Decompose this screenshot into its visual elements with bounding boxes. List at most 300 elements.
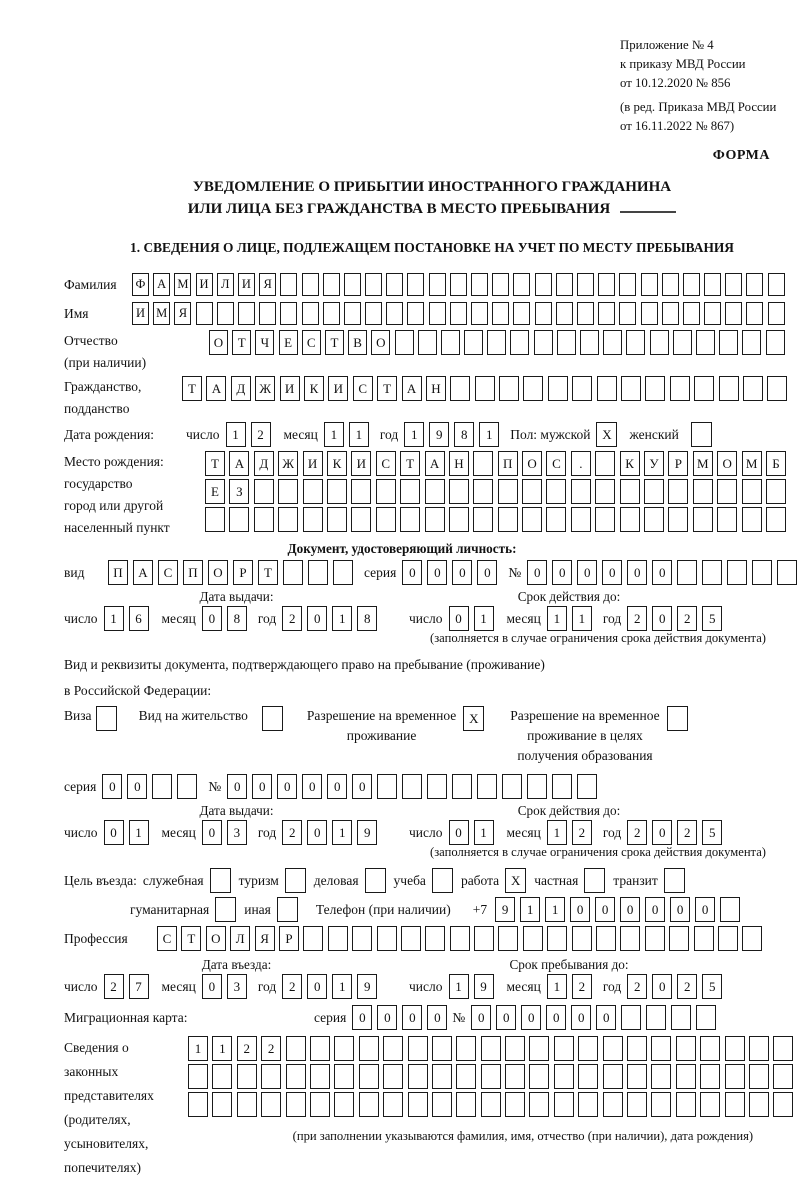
char-cell[interactable]: Т bbox=[205, 451, 225, 476]
char-cell[interactable] bbox=[627, 1092, 647, 1117]
char-cell[interactable] bbox=[603, 1036, 623, 1061]
char-cell[interactable] bbox=[552, 774, 572, 799]
char-cell[interactable] bbox=[522, 507, 542, 532]
char-cell[interactable] bbox=[359, 1064, 379, 1089]
char-cell[interactable]: 1 bbox=[129, 820, 149, 845]
char-cell[interactable]: Ж bbox=[278, 451, 298, 476]
char-cell[interactable] bbox=[718, 926, 738, 951]
char-cell[interactable]: А bbox=[425, 451, 445, 476]
char-cell[interactable] bbox=[188, 1064, 208, 1089]
char-cell[interactable] bbox=[535, 273, 552, 296]
char-cell[interactable] bbox=[499, 376, 519, 401]
char-cell[interactable]: 1 bbox=[332, 820, 352, 845]
char-cell[interactable] bbox=[651, 1092, 671, 1117]
char-cell[interactable]: З bbox=[229, 479, 249, 504]
char-cell[interactable] bbox=[327, 507, 347, 532]
char-cell[interactable] bbox=[261, 1064, 281, 1089]
char-cell[interactable]: 0 bbox=[627, 560, 647, 585]
char-cell[interactable] bbox=[749, 1092, 769, 1117]
residence-permit-checkbox[interactable] bbox=[262, 706, 283, 731]
char-cell[interactable]: С bbox=[158, 560, 178, 585]
char-cell[interactable]: 0 bbox=[571, 1005, 591, 1030]
char-cell[interactable]: 2 bbox=[251, 422, 271, 447]
char-cell[interactable]: 2 bbox=[572, 974, 592, 999]
char-cell[interactable]: 1 bbox=[520, 897, 540, 922]
char-cell[interactable] bbox=[670, 376, 690, 401]
char-cell[interactable]: П bbox=[498, 451, 518, 476]
char-cell[interactable] bbox=[704, 302, 721, 325]
char-cell[interactable] bbox=[456, 1092, 476, 1117]
char-cell[interactable]: 2 bbox=[237, 1036, 257, 1061]
char-cell[interactable]: 0 bbox=[352, 774, 372, 799]
char-cell[interactable]: 1 bbox=[212, 1036, 232, 1061]
char-cell[interactable] bbox=[449, 507, 469, 532]
char-cell[interactable] bbox=[572, 376, 592, 401]
char-cell[interactable] bbox=[323, 273, 340, 296]
char-cell[interactable] bbox=[481, 1092, 501, 1117]
char-cell[interactable]: 0 bbox=[670, 897, 690, 922]
char-cell[interactable] bbox=[766, 507, 786, 532]
char-cell[interactable] bbox=[535, 302, 552, 325]
char-cell[interactable]: 1 bbox=[332, 606, 352, 631]
char-cell[interactable]: 1 bbox=[349, 422, 369, 447]
char-cell[interactable] bbox=[527, 774, 547, 799]
char-cell[interactable] bbox=[456, 1064, 476, 1089]
char-cell[interactable] bbox=[152, 774, 172, 799]
char-cell[interactable]: 0 bbox=[595, 897, 615, 922]
char-cell[interactable] bbox=[725, 273, 742, 296]
purpose-transit-checkbox[interactable] bbox=[664, 868, 685, 893]
char-cell[interactable] bbox=[546, 479, 566, 504]
char-cell[interactable] bbox=[402, 774, 422, 799]
char-cell[interactable]: П bbox=[108, 560, 128, 585]
char-cell[interactable]: Ф bbox=[132, 273, 149, 296]
char-cell[interactable] bbox=[254, 479, 274, 504]
char-cell[interactable] bbox=[626, 330, 645, 355]
title-blank-line[interactable] bbox=[620, 198, 676, 213]
char-cell[interactable] bbox=[418, 330, 437, 355]
char-cell[interactable] bbox=[696, 330, 715, 355]
char-cell[interactable]: 1 bbox=[479, 422, 499, 447]
char-cell[interactable] bbox=[280, 273, 297, 296]
char-cell[interactable] bbox=[620, 926, 640, 951]
char-cell[interactable] bbox=[719, 330, 738, 355]
char-cell[interactable]: 0 bbox=[104, 820, 124, 845]
char-cell[interactable]: О bbox=[209, 330, 228, 355]
char-cell[interactable]: Т bbox=[258, 560, 278, 585]
char-cell[interactable] bbox=[651, 1036, 671, 1061]
char-cell[interactable] bbox=[351, 507, 371, 532]
char-cell[interactable] bbox=[286, 1092, 306, 1117]
char-cell[interactable]: Л bbox=[217, 273, 234, 296]
char-cell[interactable] bbox=[377, 774, 397, 799]
char-cell[interactable]: М bbox=[153, 302, 170, 325]
char-cell[interactable] bbox=[749, 1036, 769, 1061]
char-cell[interactable]: 1 bbox=[404, 422, 424, 447]
char-cell[interactable] bbox=[662, 273, 679, 296]
char-cell[interactable]: Я bbox=[174, 302, 191, 325]
char-cell[interactable] bbox=[694, 926, 714, 951]
char-cell[interactable]: И bbox=[238, 273, 255, 296]
char-cell[interactable] bbox=[523, 376, 543, 401]
char-cell[interactable] bbox=[498, 507, 518, 532]
char-cell[interactable] bbox=[746, 273, 763, 296]
char-cell[interactable]: 0 bbox=[652, 974, 672, 999]
purpose-business-checkbox[interactable] bbox=[365, 868, 386, 893]
char-cell[interactable] bbox=[619, 302, 636, 325]
char-cell[interactable] bbox=[323, 302, 340, 325]
char-cell[interactable]: К bbox=[327, 451, 347, 476]
char-cell[interactable] bbox=[671, 1005, 691, 1030]
char-cell[interactable] bbox=[487, 330, 506, 355]
char-cell[interactable] bbox=[492, 302, 509, 325]
char-cell[interactable] bbox=[302, 302, 319, 325]
char-cell[interactable] bbox=[548, 376, 568, 401]
char-cell[interactable] bbox=[383, 1036, 403, 1061]
char-cell[interactable]: И bbox=[196, 273, 213, 296]
char-cell[interactable]: П bbox=[183, 560, 203, 585]
char-cell[interactable]: 0 bbox=[695, 897, 715, 922]
char-cell[interactable]: 1 bbox=[188, 1036, 208, 1061]
char-cell[interactable]: 0 bbox=[402, 560, 422, 585]
char-cell[interactable]: 1 bbox=[449, 974, 469, 999]
char-cell[interactable] bbox=[571, 479, 591, 504]
char-cell[interactable] bbox=[554, 1092, 574, 1117]
char-cell[interactable] bbox=[725, 302, 742, 325]
char-cell[interactable] bbox=[425, 479, 445, 504]
char-cell[interactable] bbox=[603, 330, 622, 355]
char-cell[interactable] bbox=[278, 479, 298, 504]
char-cell[interactable]: 0 bbox=[307, 606, 327, 631]
char-cell[interactable]: Д bbox=[254, 451, 274, 476]
char-cell[interactable]: 9 bbox=[474, 974, 494, 999]
char-cell[interactable] bbox=[464, 330, 483, 355]
char-cell[interactable]: Т bbox=[182, 376, 202, 401]
char-cell[interactable] bbox=[308, 560, 328, 585]
char-cell[interactable]: 1 bbox=[226, 422, 246, 447]
char-cell[interactable] bbox=[237, 1064, 257, 1089]
char-cell[interactable] bbox=[523, 926, 543, 951]
char-cell[interactable] bbox=[471, 302, 488, 325]
char-cell[interactable] bbox=[578, 1092, 598, 1117]
purpose-tourism-checkbox[interactable] bbox=[285, 868, 306, 893]
char-cell[interactable]: 0 bbox=[327, 774, 347, 799]
char-cell[interactable] bbox=[704, 273, 721, 296]
char-cell[interactable]: 9 bbox=[429, 422, 449, 447]
char-cell[interactable]: 9 bbox=[495, 897, 515, 922]
char-cell[interactable] bbox=[386, 302, 403, 325]
char-cell[interactable] bbox=[529, 1092, 549, 1117]
char-cell[interactable] bbox=[310, 1092, 330, 1117]
char-cell[interactable] bbox=[627, 1064, 647, 1089]
char-cell[interactable] bbox=[603, 1064, 623, 1089]
char-cell[interactable]: 2 bbox=[572, 820, 592, 845]
char-cell[interactable] bbox=[749, 1064, 769, 1089]
char-cell[interactable] bbox=[383, 1064, 403, 1089]
char-cell[interactable] bbox=[700, 1064, 720, 1089]
char-cell[interactable]: В bbox=[348, 330, 367, 355]
char-cell[interactable] bbox=[577, 273, 594, 296]
char-cell[interactable] bbox=[595, 451, 615, 476]
char-cell[interactable]: 0 bbox=[620, 897, 640, 922]
char-cell[interactable] bbox=[217, 302, 234, 325]
char-cell[interactable] bbox=[365, 302, 382, 325]
char-cell[interactable] bbox=[212, 1092, 232, 1117]
char-cell[interactable]: 0 bbox=[570, 897, 590, 922]
char-cell[interactable]: 0 bbox=[527, 560, 547, 585]
char-cell[interactable] bbox=[450, 376, 470, 401]
char-cell[interactable]: 0 bbox=[452, 560, 472, 585]
char-cell[interactable] bbox=[395, 330, 414, 355]
char-cell[interactable]: 0 bbox=[652, 820, 672, 845]
char-cell[interactable] bbox=[196, 302, 213, 325]
char-cell[interactable]: С bbox=[376, 451, 396, 476]
char-cell[interactable]: 1 bbox=[545, 897, 565, 922]
char-cell[interactable]: 2 bbox=[677, 606, 697, 631]
char-cell[interactable]: 2 bbox=[627, 606, 647, 631]
char-cell[interactable] bbox=[400, 507, 420, 532]
char-cell[interactable] bbox=[578, 1036, 598, 1061]
char-cell[interactable] bbox=[286, 1036, 306, 1061]
char-cell[interactable] bbox=[498, 479, 518, 504]
char-cell[interactable]: Т bbox=[232, 330, 251, 355]
sex-female-checkbox[interactable] bbox=[691, 422, 712, 447]
char-cell[interactable] bbox=[727, 560, 747, 585]
char-cell[interactable]: Л bbox=[230, 926, 250, 951]
char-cell[interactable] bbox=[646, 1005, 666, 1030]
char-cell[interactable]: О bbox=[371, 330, 390, 355]
char-cell[interactable] bbox=[505, 1092, 525, 1117]
char-cell[interactable]: 2 bbox=[282, 606, 302, 631]
char-cell[interactable] bbox=[328, 926, 348, 951]
char-cell[interactable]: Т bbox=[181, 926, 201, 951]
purpose-private-checkbox[interactable] bbox=[584, 868, 605, 893]
char-cell[interactable]: К bbox=[304, 376, 324, 401]
char-cell[interactable] bbox=[752, 560, 772, 585]
char-cell[interactable] bbox=[344, 273, 361, 296]
char-cell[interactable]: 2 bbox=[282, 974, 302, 999]
char-cell[interactable]: 1 bbox=[547, 974, 567, 999]
char-cell[interactable]: 8 bbox=[227, 606, 247, 631]
char-cell[interactable] bbox=[254, 507, 274, 532]
char-cell[interactable] bbox=[742, 479, 762, 504]
char-cell[interactable] bbox=[432, 1036, 452, 1061]
char-cell[interactable] bbox=[777, 560, 797, 585]
char-cell[interactable] bbox=[481, 1036, 501, 1061]
char-cell[interactable] bbox=[278, 507, 298, 532]
char-cell[interactable] bbox=[644, 479, 664, 504]
char-cell[interactable] bbox=[662, 302, 679, 325]
char-cell[interactable] bbox=[627, 1036, 647, 1061]
char-cell[interactable] bbox=[334, 1036, 354, 1061]
char-cell[interactable] bbox=[598, 302, 615, 325]
char-cell[interactable] bbox=[676, 1036, 696, 1061]
char-cell[interactable]: А bbox=[206, 376, 226, 401]
char-cell[interactable]: Н bbox=[426, 376, 446, 401]
char-cell[interactable]: 1 bbox=[547, 820, 567, 845]
char-cell[interactable] bbox=[401, 926, 421, 951]
char-cell[interactable]: 2 bbox=[677, 974, 697, 999]
char-cell[interactable] bbox=[344, 302, 361, 325]
char-cell[interactable] bbox=[333, 560, 353, 585]
char-cell[interactable] bbox=[554, 1064, 574, 1089]
char-cell[interactable]: 3 bbox=[227, 974, 247, 999]
char-cell[interactable] bbox=[261, 1092, 281, 1117]
char-cell[interactable]: 1 bbox=[474, 606, 494, 631]
char-cell[interactable] bbox=[352, 926, 372, 951]
char-cell[interactable] bbox=[450, 926, 470, 951]
temp-residence-edu-checkbox[interactable] bbox=[667, 706, 688, 731]
char-cell[interactable] bbox=[641, 302, 658, 325]
char-cell[interactable]: 0 bbox=[352, 1005, 372, 1030]
char-cell[interactable] bbox=[303, 926, 323, 951]
char-cell[interactable]: 2 bbox=[677, 820, 697, 845]
char-cell[interactable]: С bbox=[157, 926, 177, 951]
char-cell[interactable]: 0 bbox=[302, 774, 322, 799]
char-cell[interactable] bbox=[522, 479, 542, 504]
char-cell[interactable] bbox=[188, 1092, 208, 1117]
char-cell[interactable] bbox=[547, 926, 567, 951]
char-cell[interactable]: 0 bbox=[521, 1005, 541, 1030]
char-cell[interactable]: 0 bbox=[471, 1005, 491, 1030]
char-cell[interactable] bbox=[577, 302, 594, 325]
char-cell[interactable] bbox=[383, 1092, 403, 1117]
char-cell[interactable] bbox=[620, 479, 640, 504]
visa-checkbox[interactable] bbox=[96, 706, 117, 731]
char-cell[interactable]: 0 bbox=[127, 774, 147, 799]
char-cell[interactable]: 0 bbox=[449, 606, 469, 631]
char-cell[interactable]: 2 bbox=[282, 820, 302, 845]
char-cell[interactable] bbox=[474, 926, 494, 951]
char-cell[interactable] bbox=[303, 479, 323, 504]
char-cell[interactable]: 8 bbox=[357, 606, 377, 631]
char-cell[interactable] bbox=[597, 376, 617, 401]
char-cell[interactable]: О bbox=[206, 926, 226, 951]
char-cell[interactable] bbox=[310, 1036, 330, 1061]
char-cell[interactable] bbox=[376, 479, 396, 504]
char-cell[interactable] bbox=[513, 273, 530, 296]
char-cell[interactable] bbox=[365, 273, 382, 296]
char-cell[interactable] bbox=[725, 1064, 745, 1089]
char-cell[interactable]: С bbox=[302, 330, 321, 355]
char-cell[interactable]: 5 bbox=[702, 606, 722, 631]
char-cell[interactable]: С bbox=[353, 376, 373, 401]
char-cell[interactable] bbox=[773, 1036, 793, 1061]
char-cell[interactable]: И bbox=[303, 451, 323, 476]
char-cell[interactable] bbox=[557, 330, 576, 355]
char-cell[interactable]: И bbox=[132, 302, 149, 325]
char-cell[interactable]: 0 bbox=[277, 774, 297, 799]
char-cell[interactable]: 0 bbox=[377, 1005, 397, 1030]
char-cell[interactable] bbox=[286, 1064, 306, 1089]
char-cell[interactable]: 0 bbox=[577, 560, 597, 585]
char-cell[interactable]: 0 bbox=[546, 1005, 566, 1030]
char-cell[interactable]: . bbox=[571, 451, 591, 476]
char-cell[interactable]: М bbox=[693, 451, 713, 476]
char-cell[interactable]: 7 bbox=[129, 974, 149, 999]
char-cell[interactable] bbox=[742, 507, 762, 532]
char-cell[interactable]: Ж bbox=[255, 376, 275, 401]
char-cell[interactable] bbox=[471, 273, 488, 296]
char-cell[interactable]: 0 bbox=[449, 820, 469, 845]
char-cell[interactable] bbox=[717, 507, 737, 532]
char-cell[interactable] bbox=[767, 376, 787, 401]
char-cell[interactable]: 0 bbox=[307, 820, 327, 845]
char-cell[interactable] bbox=[407, 302, 424, 325]
char-cell[interactable]: И bbox=[328, 376, 348, 401]
char-cell[interactable]: 0 bbox=[552, 560, 572, 585]
char-cell[interactable] bbox=[768, 302, 785, 325]
purpose-study-checkbox[interactable] bbox=[432, 868, 453, 893]
char-cell[interactable] bbox=[205, 507, 225, 532]
char-cell[interactable] bbox=[513, 302, 530, 325]
char-cell[interactable]: 6 bbox=[129, 606, 149, 631]
char-cell[interactable] bbox=[700, 1036, 720, 1061]
char-cell[interactable] bbox=[669, 926, 689, 951]
char-cell[interactable]: Т bbox=[325, 330, 344, 355]
char-cell[interactable] bbox=[676, 1092, 696, 1117]
char-cell[interactable] bbox=[746, 302, 763, 325]
char-cell[interactable]: 1 bbox=[572, 606, 592, 631]
char-cell[interactable]: 0 bbox=[652, 606, 672, 631]
char-cell[interactable] bbox=[693, 507, 713, 532]
char-cell[interactable] bbox=[452, 774, 472, 799]
char-cell[interactable]: 9 bbox=[357, 974, 377, 999]
char-cell[interactable]: 2 bbox=[261, 1036, 281, 1061]
char-cell[interactable] bbox=[505, 1064, 525, 1089]
char-cell[interactable]: 9 bbox=[357, 820, 377, 845]
char-cell[interactable] bbox=[644, 507, 664, 532]
char-cell[interactable] bbox=[408, 1036, 428, 1061]
char-cell[interactable] bbox=[456, 1036, 476, 1061]
char-cell[interactable] bbox=[492, 273, 509, 296]
char-cell[interactable]: 8 bbox=[454, 422, 474, 447]
char-cell[interactable] bbox=[386, 273, 403, 296]
char-cell[interactable] bbox=[450, 273, 467, 296]
char-cell[interactable] bbox=[407, 273, 424, 296]
char-cell[interactable] bbox=[359, 1036, 379, 1061]
char-cell[interactable] bbox=[475, 376, 495, 401]
char-cell[interactable] bbox=[280, 302, 297, 325]
char-cell[interactable]: 5 bbox=[702, 974, 722, 999]
char-cell[interactable]: 0 bbox=[307, 974, 327, 999]
char-cell[interactable]: О bbox=[717, 451, 737, 476]
char-cell[interactable]: А bbox=[153, 273, 170, 296]
char-cell[interactable]: И bbox=[280, 376, 300, 401]
char-cell[interactable] bbox=[177, 774, 197, 799]
purpose-work-checkbox[interactable]: X bbox=[505, 868, 526, 893]
char-cell[interactable]: 0 bbox=[427, 560, 447, 585]
char-cell[interactable] bbox=[432, 1092, 452, 1117]
char-cell[interactable] bbox=[554, 1036, 574, 1061]
char-cell[interactable] bbox=[529, 1064, 549, 1089]
char-cell[interactable] bbox=[359, 1092, 379, 1117]
char-cell[interactable]: 0 bbox=[227, 774, 247, 799]
char-cell[interactable] bbox=[743, 376, 763, 401]
char-cell[interactable]: 0 bbox=[202, 606, 222, 631]
char-cell[interactable]: М bbox=[174, 273, 191, 296]
char-cell[interactable]: 0 bbox=[427, 1005, 447, 1030]
char-cell[interactable] bbox=[668, 507, 688, 532]
char-cell[interactable]: 0 bbox=[477, 560, 497, 585]
char-cell[interactable] bbox=[441, 330, 460, 355]
char-cell[interactable]: Я bbox=[255, 926, 275, 951]
char-cell[interactable] bbox=[212, 1064, 232, 1089]
char-cell[interactable] bbox=[768, 273, 785, 296]
char-cell[interactable] bbox=[376, 507, 396, 532]
char-cell[interactable] bbox=[498, 926, 518, 951]
char-cell[interactable]: 1 bbox=[474, 820, 494, 845]
